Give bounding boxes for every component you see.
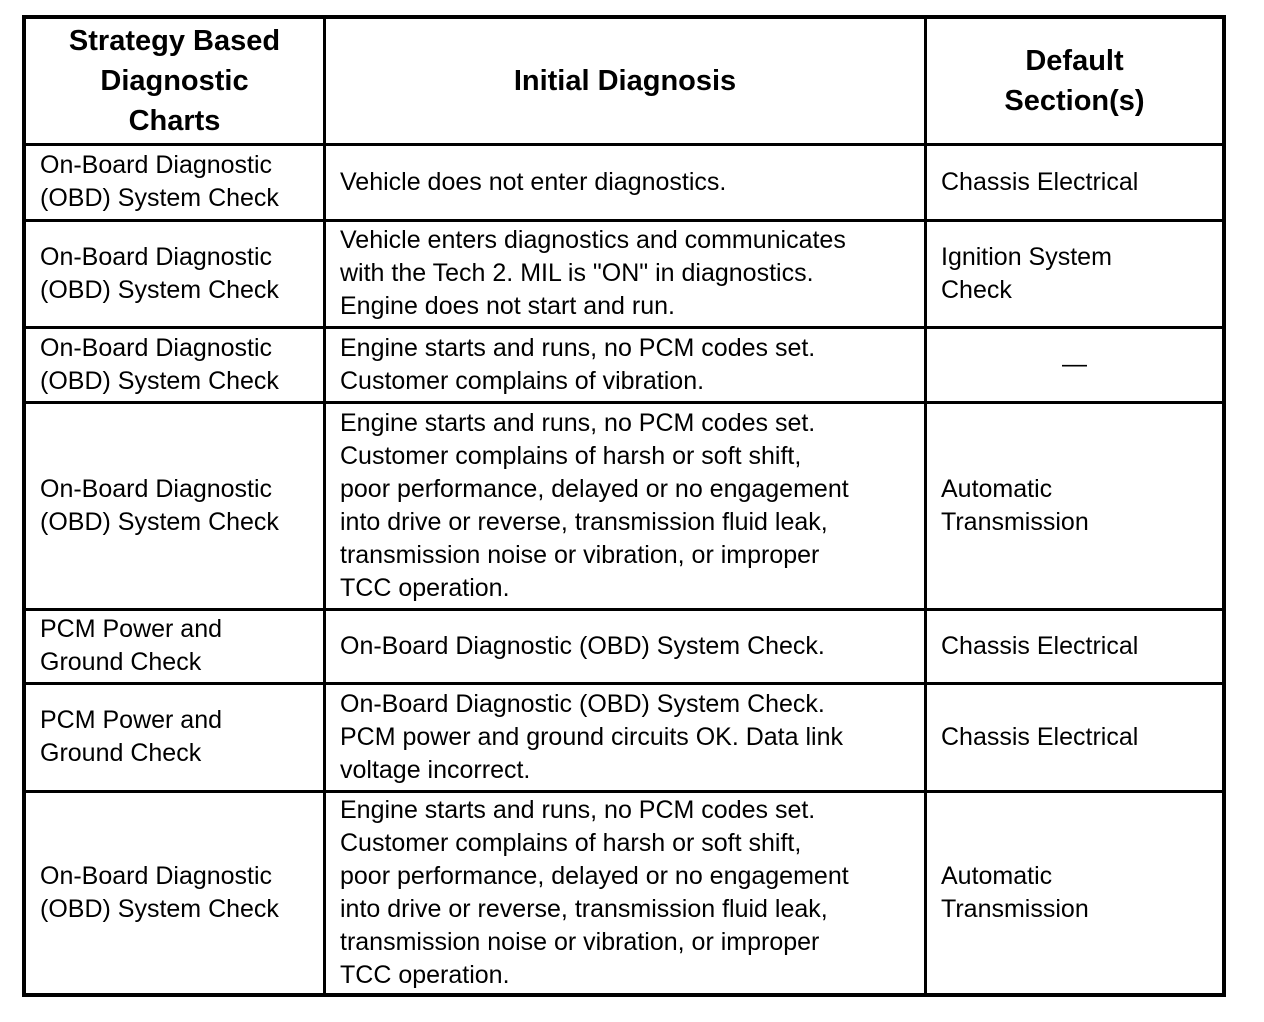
section-cell: Chassis Electrical xyxy=(926,683,1225,791)
diagnosis-cell: Engine starts and runs, no PCM codes set. Customer complains of vibration. xyxy=(325,327,926,402)
section-cell: Automatic Transmission xyxy=(926,402,1225,609)
chart-cell: On-Board Diagnostic (OBD) System Check xyxy=(24,791,325,995)
section-cell: Ignition System Check xyxy=(926,220,1225,327)
table-row xyxy=(24,327,1224,402)
section-cell: Chassis Electrical xyxy=(926,609,1225,683)
diagnosis-cell: Vehicle enters diagnostics and communicates with the Tech 2. MIL is "ON" in diagnostics. Engine does not start and run. xyxy=(325,220,926,327)
diagnosis-cell: Engine starts and runs, no PCM codes set. Customer complains of harsh or soft shift, poor performance, delayed or no engagement into drive or reverse, transmission fluid leak, transmission noise or vibration, or improper TCC operation. xyxy=(325,402,926,609)
chart-cell: On-Board Diagnostic (OBD) System Check xyxy=(24,220,325,327)
header-strategy-charts: Strategy Based Diagnostic Charts xyxy=(24,17,325,144)
table-row xyxy=(24,791,1224,995)
section-cell: Automatic Transmission xyxy=(926,791,1225,995)
table-row xyxy=(24,402,1224,609)
diagnosis-cell: Engine starts and runs, no PCM codes set. Customer complains of harsh or soft shift, poor performance, delayed or no engagement into drive or reverse, transmission fluid leak, transmission noise or vibration, or improper TCC operation. xyxy=(325,791,926,995)
chart-cell: PCM Power and Ground Check xyxy=(24,609,325,683)
diagnosis-cell: Vehicle does not enter diagnostics. xyxy=(325,144,926,220)
chart-cell: On-Board Diagnostic (OBD) System Check xyxy=(24,144,325,220)
table-row xyxy=(24,683,1224,791)
table-row xyxy=(24,220,1224,327)
header-row xyxy=(24,17,1224,144)
chart-cell: PCM Power and Ground Check xyxy=(24,683,325,791)
chart-cell: On-Board Diagnostic (OBD) System Check xyxy=(24,402,325,609)
diagnostic-table xyxy=(22,15,1226,997)
header-initial-diagnosis: Initial Diagnosis xyxy=(325,17,926,144)
section-cell: Chassis Electrical xyxy=(926,144,1225,220)
diagnosis-cell: On-Board Diagnostic (OBD) System Check. PCM power and ground circuits OK. Data link voltage incorrect. xyxy=(325,683,926,791)
table-row xyxy=(24,144,1224,220)
diagnosis-cell: On-Board Diagnostic (OBD) System Check. xyxy=(325,609,926,683)
chart-cell: On-Board Diagnostic (OBD) System Check xyxy=(24,327,325,402)
header-default-sections: Default Section(s) xyxy=(926,17,1225,144)
table-row xyxy=(24,609,1224,683)
section-cell: — xyxy=(926,327,1225,402)
